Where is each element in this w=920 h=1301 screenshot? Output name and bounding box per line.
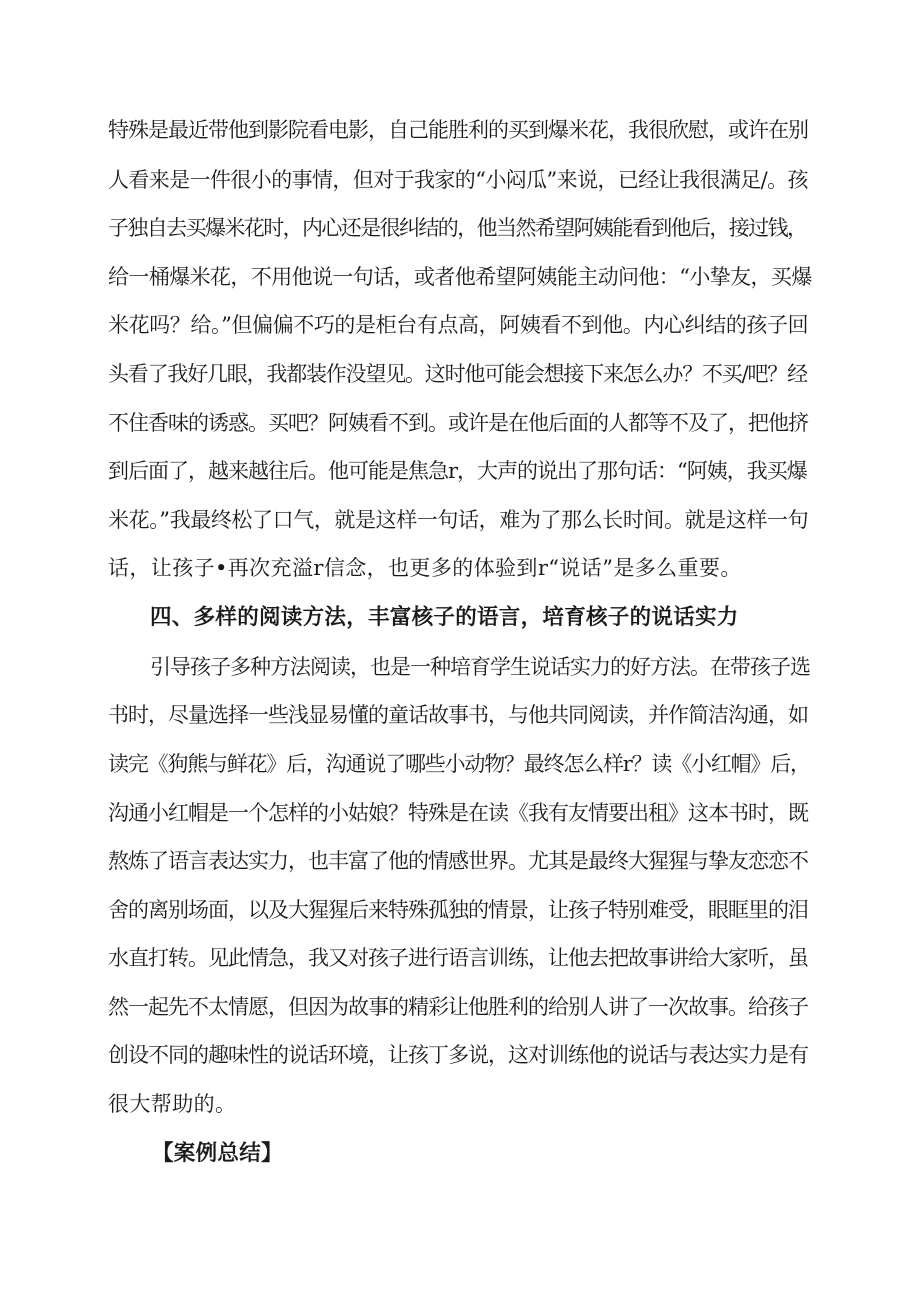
paragraph-line: 到后面了，越来越往后。他可能是焦急r，大声的说出了那句话：“阿姨，我买爆 [108, 459, 807, 483]
paragraph-line: 米花吗？给。”但偏偏不巧的是柜台有点高，阿姨看不到他。内心纠结的孩子回 [108, 313, 809, 337]
paragraph-line: 书时，尽量选择一些浅显易懂的童话故事书，与他共同阅读，并作简洁沟通，如 [108, 703, 808, 727]
paragraph-line: 熬炼了语言表达实力，也丰富了他的情感世界。尤其是最终大猩猩与挚友恋恋不 [108, 849, 808, 873]
paragraph-line: 人看来是一件很小的事情，但对于我家的“小闷瓜”来说，已经让我很满足/。孩 [108, 168, 808, 192]
paragraph-line: 不住香味的诱惑。买吧？阿姨看不到。或许是在他后面的人都等不及了，把他挤 [108, 411, 808, 435]
paragraph-line: 水直打转。见此情急，我又对孩子进行语言训练，让他去把故事讲给大家听，虽 [108, 946, 808, 970]
paragraph-line: 很大帮助的。 [108, 1092, 237, 1116]
paragraph-line: 引导孩子多种方法阅读，也是一种培育学生说话实力的好方法。在带孩子选 [150, 655, 810, 679]
paragraph-line: 特殊是最近带他到影院看电影，自己能胜利的买到爆米花，我很欣慰，或许在别 [108, 118, 808, 142]
paragraph-line: 然一起先不太情愿，但因为故事的精彩让他胜利的给别人讲了一次故事。给孩子 [108, 995, 808, 1019]
section-heading: 四、多样的阅读方法，丰富核子的语言，培育核子的说话实力 [150, 605, 739, 630]
paragraph-line: 子独自去买爆米花时，内心还是很纠结的，他当然希望阿姨能看到他后，接过钱， [108, 216, 807, 240]
paragraph-line: 舍的离别场面，以及大猩猩后来特殊孤独的情景，让孩子特别难受，眼眶里的泪 [108, 898, 808, 922]
paragraph-line: 头看了我好几眼，我都装作没望见。这时他可能会想接下来怎么办？不买/吧？经 [108, 362, 807, 386]
paragraph-line: 给一桶爆米花，不用他说一句话，或者他希望阿姨能主动问他：“小挚友，买爆 [108, 265, 812, 289]
paragraph-line: 沟通小红帽是一个怎样的小姑娘？特殊是在读《我有友情要出租》这本书时，既 [108, 801, 808, 825]
paragraph-line: 米花。”我最终松了口气，就是这样一句话，难为了那么长时间。就是这样一句 [108, 508, 809, 532]
summary-heading: 【案例总结】 [152, 1141, 283, 1166]
paragraph-line: 读完《狗熊与鲜花》后，沟通说了哪些小动物？最终怎么样r？读《小红帽》后， [108, 752, 810, 776]
paragraph-line: 话，让孩子•再次充溢r信念，也更多的体验到r“说话”是多么重要。 [108, 556, 742, 580]
paragraph-line: 创设不同的趣味性的说话环境，让孩丁多说，这对训练他的说话与表达实力是有 [108, 1043, 808, 1067]
